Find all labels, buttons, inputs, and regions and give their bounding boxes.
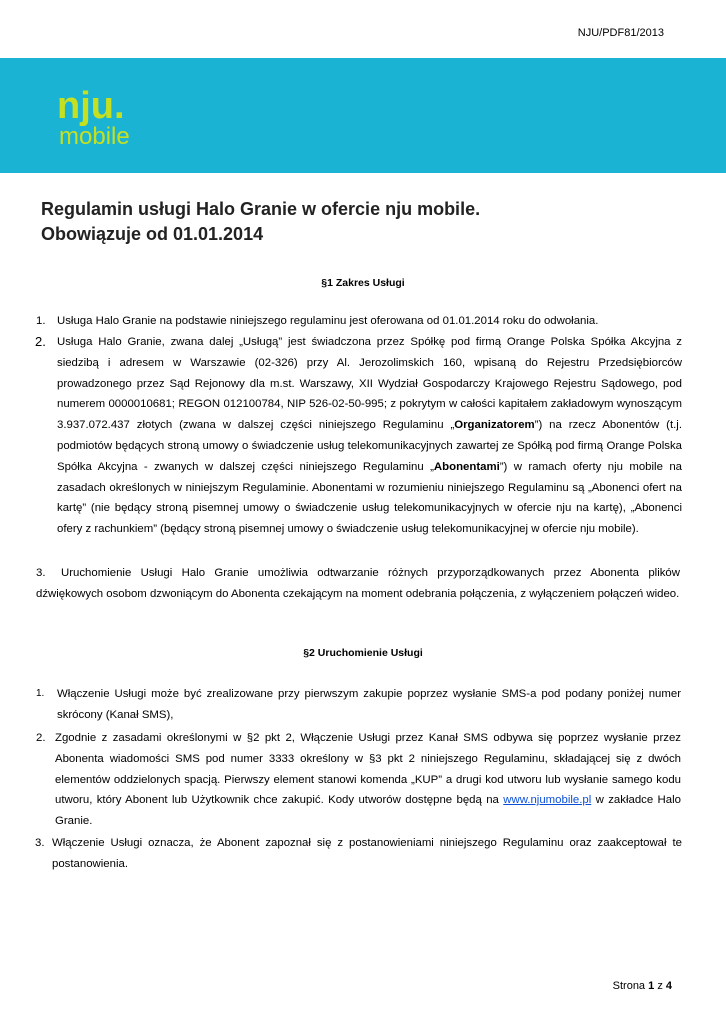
page-label: Strona: [612, 980, 646, 992]
page-total: 4: [665, 980, 672, 992]
logo-top-text: nju.: [57, 86, 125, 127]
nju-mobile-logo: [57, 86, 177, 150]
item-number: 2.: [35, 334, 46, 349]
item-text: Zgodnie z zasadami określonymi w §2 pkt 2, Włączenie Usługi przez Kanał SMS odbywa się poprzez wysłanie przez Abonenta wiadomości SMS pod numer 3333 określony w §3 pkt 2 niniejszego Regulaminu, składającej się z dwóch elementów oddzielonych spacją. Pierwszy element stanowi komenda „KUP” a drugi kod utworu lub wysłanie samego kodu utworu, który Abonent lub Użytkownik chce zakupić. Kody utworów dostępne będą na: [55, 732, 681, 807]
item-text: Włączenie Usługi może być zrealizowane przy pierwszym zakupie poprzez wysłanie SMS-a pod podany poniżej numer skrócony (Kanał SMS),: [57, 688, 681, 721]
document-code: NJU/PDF81/2013: [577, 27, 664, 39]
section-2-item-1: [36, 684, 681, 726]
section-1-item-2: [35, 332, 683, 540]
section-1-item-1: [36, 311, 686, 332]
item-text: w zakładce Halo Granie.: [55, 794, 681, 828]
logo-bottom-text: mobile: [59, 123, 130, 150]
page-number: 1: [648, 980, 655, 992]
page-footer: [613, 980, 672, 992]
item-number: 3.: [36, 567, 46, 579]
organizer-term: Organizatorem: [454, 419, 535, 432]
item-text: Usługa Halo Granie, zwana dalej „Usługą” jest świadczona przez Spółkę pod firmą Orange Polska Spółka Akcyjna z siedzibą i adresem w Warszawie (02-326) przy Al. Jerozolimskich 160, wpisaną do Rejestru Przedsiębiorców prowadzonego przez Sąd Rejonowy dla m.st. Warszawy, XII Wydział Gospodarczy Krajowego Rejestru Sądowego, pod numerem 0000010681; REGON 012100784, NIP 526-02-50-995; z pokrytym w całości kapitałem zakładowym wynoszącym 3.937.072.437 złotych (zwana w dalszej części niniejszego Regulaminu „: [57, 336, 682, 432]
item-text: Usługa Halo Granie na podstawie niniejszego regulaminu jest oferowana od 01.01.2014 roku do odwołania.: [57, 315, 599, 327]
section-1-heading: §1 Zakres Usługi: [321, 277, 405, 289]
page-title: [41, 197, 681, 247]
item-number: 3.: [35, 837, 45, 849]
section-2-item-2: [36, 728, 681, 832]
item-number: 2.: [36, 732, 46, 744]
njumobile-link[interactable]: www.njumobile.pl: [503, 794, 592, 807]
subscriber-term: Abonentami: [433, 460, 500, 473]
item-text: Uruchomienie Usługi Halo Granie umożliwia odtwarzanie różnych przyporządkowanych przez Abonenta plików dźwiękowych osobom dzwoniącym do Abonenta czekającym na moment odebrania połączenia, z wyłączeniem połączeń wideo.: [36, 567, 680, 600]
section-2-item-3: [35, 833, 682, 875]
item-number: 1.: [36, 315, 46, 327]
section-1-item-3: [36, 563, 680, 605]
item-text: ”) na rzecz Abonentów (t.j. podmiotów będących stroną umowy o świadczenie usług telekomunikacyjnych zawartej ze Spółką pod firmą Orange Polska Spółka Akcyjna - zwanych w dalszej części niniejszego Regulaminu „: [57, 419, 682, 473]
title-line-1: Regulamin usługi Halo Granie w ofercie nju mobile.: [41, 199, 481, 219]
item-text: Włączenie Usługi oznacza, że Abonent zapoznał się z postanowieniami niniejszego Regulaminu oraz zaakceptował te postanowienia.: [52, 837, 682, 870]
title-line-2: Obowiązuje od 01.01.2014: [41, 224, 264, 244]
item-text: ”) w ramach oferty nju mobile na zasadach określonych w niniejszym Regulaminie. Abonentami w rozumieniu niniejszego Regulaminu są „Abonenci ofert na kartę” (nie będący stroną pisemnej umowy o świadczenie usług telekomunikacyjnych w ofercie nju na kartę), „Abonenci ofery z rachunkiem” (będący stroną pisemnej umowy o świadczenie usług telekomunikacyjnej w ofercie nju mobile).: [57, 460, 683, 536]
of-label: z: [657, 980, 663, 992]
section-2-heading: §2 Uruchomienie Usługi: [303, 647, 423, 659]
item-number: 1.: [36, 688, 45, 699]
